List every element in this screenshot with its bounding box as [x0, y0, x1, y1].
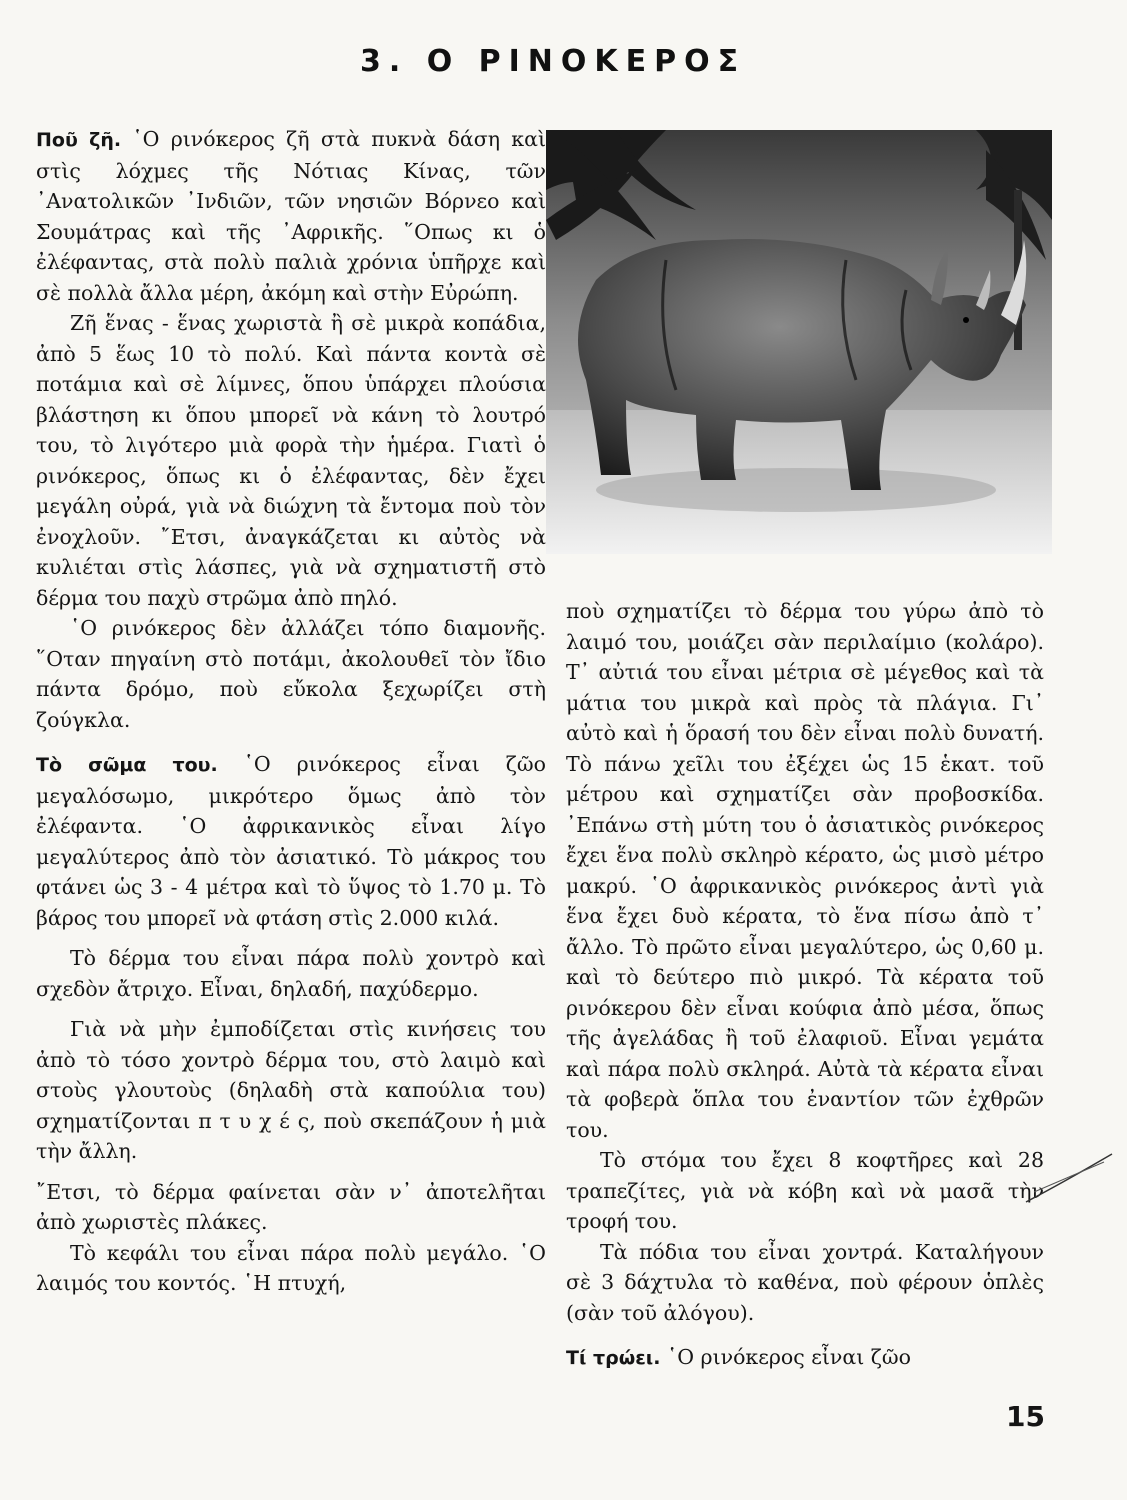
left-column: [36, 124, 546, 1299]
paragraph: [36, 124, 546, 308]
paragraph: Γιὰ νὰ μὴν ἐμποδίζεται στὶς κινήσεις του ἀπὸ τὸ τόσο χοντρὸ δέρμα του, στὸ λαιμὸ καὶ στοὺς γλουτοὺς (δηλαδὴ στὰ καπούλια του) σχηματίζονται π τ υ χ έ ς, ποὺ σκεπάζουν ἡ μιὰ τὴν ἄλλη.: [36, 1017, 546, 1163]
paragraph-text: ῾Ο ρινόκερος εἶναι ζῶο: [666, 1345, 911, 1369]
paragraph: Τὸ στόμα του ἔχει 8 κοφτῆρες καὶ 28 τραπεζίτες, γιὰ νὰ κόβη καὶ νὰ μασᾶ τὴν τροφή του.: [566, 1148, 1044, 1233]
paragraph: Τὸ κεφάλι του εἶναι πάρα πολὺ μεγάλο. ῾Ο λαιμός του κοντός. ῾Η πτυχή,: [36, 1240, 546, 1295]
right-column: [566, 596, 1044, 1374]
section-heading-diet: Τί τρώει.: [566, 1347, 661, 1369]
section-heading-body: Τὸ σῶμα του.: [36, 754, 218, 776]
paragraph-text: ῾Ο ρινόκερος ζῆ στὰ πυκνὰ δάση καὶ στὶς λόχμες τῆς Νότιας Κίνας, τῶν ᾿Ανατολικῶν ᾿Ινδιῶν, τῶν νησιῶν Βόρνεο καὶ Σουμάτρας καὶ τῆς ᾿Αφρικῆς. ῞Οπως κι ὁ ἐλέφαντας, στὰ πολὺ παλιὰ χρόνια ὑπῆρχε καὶ σὲ πολλὰ ἄλλα μέρη, ἀκόμη καὶ στὴν Εὐρώπη.: [36, 127, 546, 305]
paragraph: ῎Ετσι, τὸ δέρμα φαίνεται σὰν ν᾿ ἀποτελῆται ἀπὸ χωριστὲς πλάκες.: [36, 1179, 546, 1234]
rhinoceros-drawing-icon: [546, 130, 1052, 554]
paragraph: ῾Ο ρινόκερος δὲν ἀλλάζει τόπο διαμονῆς. ῞Οταν πηγαίνη στὸ ποτάμι, ἀκολουθεῖ τὸν ἴδιο πάντα δρόμο, ποὺ εὔκολα ξεχωρίζει στὴ ζούγκλα.: [36, 616, 546, 732]
paragraph: ποὺ σχηματίζει τὸ δέρμα του γύρω ἀπὸ τὸ λαιμό του, μοιάζει σὰν περιλαίμιο (κολάρο). Τ᾿ αὐτιά του εἶναι μέτρια σὲ μέγεθος καὶ τὰ μάτια του μικρὰ καὶ πρὸς τὰ πλάγια. Γι᾿ αὐτὸ καὶ ἡ ὅρασή του δὲν εἶναι πολὺ δυνατή. Τὸ πάνω χεῖλι του ἐξέχει ὡς 15 ἑκατ. τοῦ μέτρου καὶ σχηματίζει σὰν προβοσκίδα. ᾿Επάνω στὴ μύτη του ὁ ἀσιατικὸς ρινόκερος ἔχει ἕνα πολὺ σκληρὸ κέρατο, ὡς μισὸ μέτρο μακρύ. ῾Ο ἀφρικανικὸς ρινόκερος ἀντὶ γιὰ ἕνα ἔχει δυὸ κέρατα, τὸ ἕνα πίσω ἀπὸ τ᾿ ἄλλο. Τὸ πρῶτο εἶναι μεγαλύτερο, ὡς 0,60 μ. καὶ τὸ δεύτερο πιὸ μικρό. Τὰ κέρατα τοῦ ρινόκερου δὲν εἶναι κούφια ἀπὸ μέσα, ὅπως τῆς ἀγελάδας ἢ τοῦ ἐλαφιοῦ. Εἶναι γεμάτα καὶ πάρα πολὺ σκληρά. Αὐτὰ τὰ κέρατα εἶναι τὰ φοβερὰ ὅπλα του ἐναντίον τῶν ἐχθρῶν του.: [566, 599, 1044, 1142]
section-heading-habitat: Ποῦ ζῆ.: [36, 129, 122, 151]
paragraph: Τὰ πόδια του εἶναι χοντρά. Καταλήγουν σὲ 3 δάχτυλα τὸ καθένα, ποὺ φέρουν ὁπλὲς (σὰν τοῦ ἀλόγου).: [566, 1239, 1044, 1325]
page-number: 15: [1006, 1400, 1045, 1433]
paragraph: [566, 1342, 1044, 1374]
paragraph: Τὸ δέρμα του εἶναι πάρα πολὺ χοντρὸ καὶ σχεδὸν ἄτριχο. Εἶναι, δηλαδή, παχύδερμο.: [36, 946, 546, 1001]
page-title: 3. Ο ΡΙΝΟΚΕΡΟΣ: [360, 44, 747, 79]
rhinoceros-illustration: [546, 130, 1052, 554]
paragraph: [36, 749, 546, 933]
paragraph: Ζῆ ἕνας - ἕνας χωριστὰ ἢ σὲ μικρὰ κοπάδια, ἀπὸ 5 ἕως 10 τὸ πολύ. Καὶ πάντα κοντὰ σὲ ποτάμια καὶ σὲ λίμνες, ὅπου ὑπάρχει πλούσια βλάστηση κι ὅπου μπορεῖ νὰ κάνη τὸ λουτρό του, τὸ λιγότερο μιὰ φορὰ τὴν ἡμέρα. Γιατὶ ὁ ρινόκερος, ὅπως κι ὁ ἐλέφαντας, δὲν ἔχει μεγάλη οὐρά, γιὰ νὰ διώχνη τὰ ἔντομα ποὺ τὸν ἐνοχλοῦν. ῎Ετσι, ἀναγκάζεται κι αὐτὸς νὰ κυλιέται στὶς λάσπες, γιὰ νὰ σχηματιστῆ στὸ δέρμα του παχὺ στρῶμα ἀπὸ πηλό.: [36, 311, 546, 610]
pen-mark-icon: [1024, 1152, 1114, 1212]
paragraph-text: ῾Ο ρινόκερος εἶναι ζῶο μεγαλόσωμο, μικρότερο ὅμως ἀπὸ τὸν ἐλέφαντα. ῾Ο ἀφρικανικὸς εἶναι λίγο μεγαλύτερος ἀπὸ τὸν ἀσιατικό. Τὸ μάκρος του φτάνει ὡς 3 - 4 μέτρα καὶ τὸ ὕψος τὸ 1.70 μ. Τὸ βάρος του μπορεῖ νὰ φτάση στὶς 2.000 κιλά.: [36, 752, 546, 930]
